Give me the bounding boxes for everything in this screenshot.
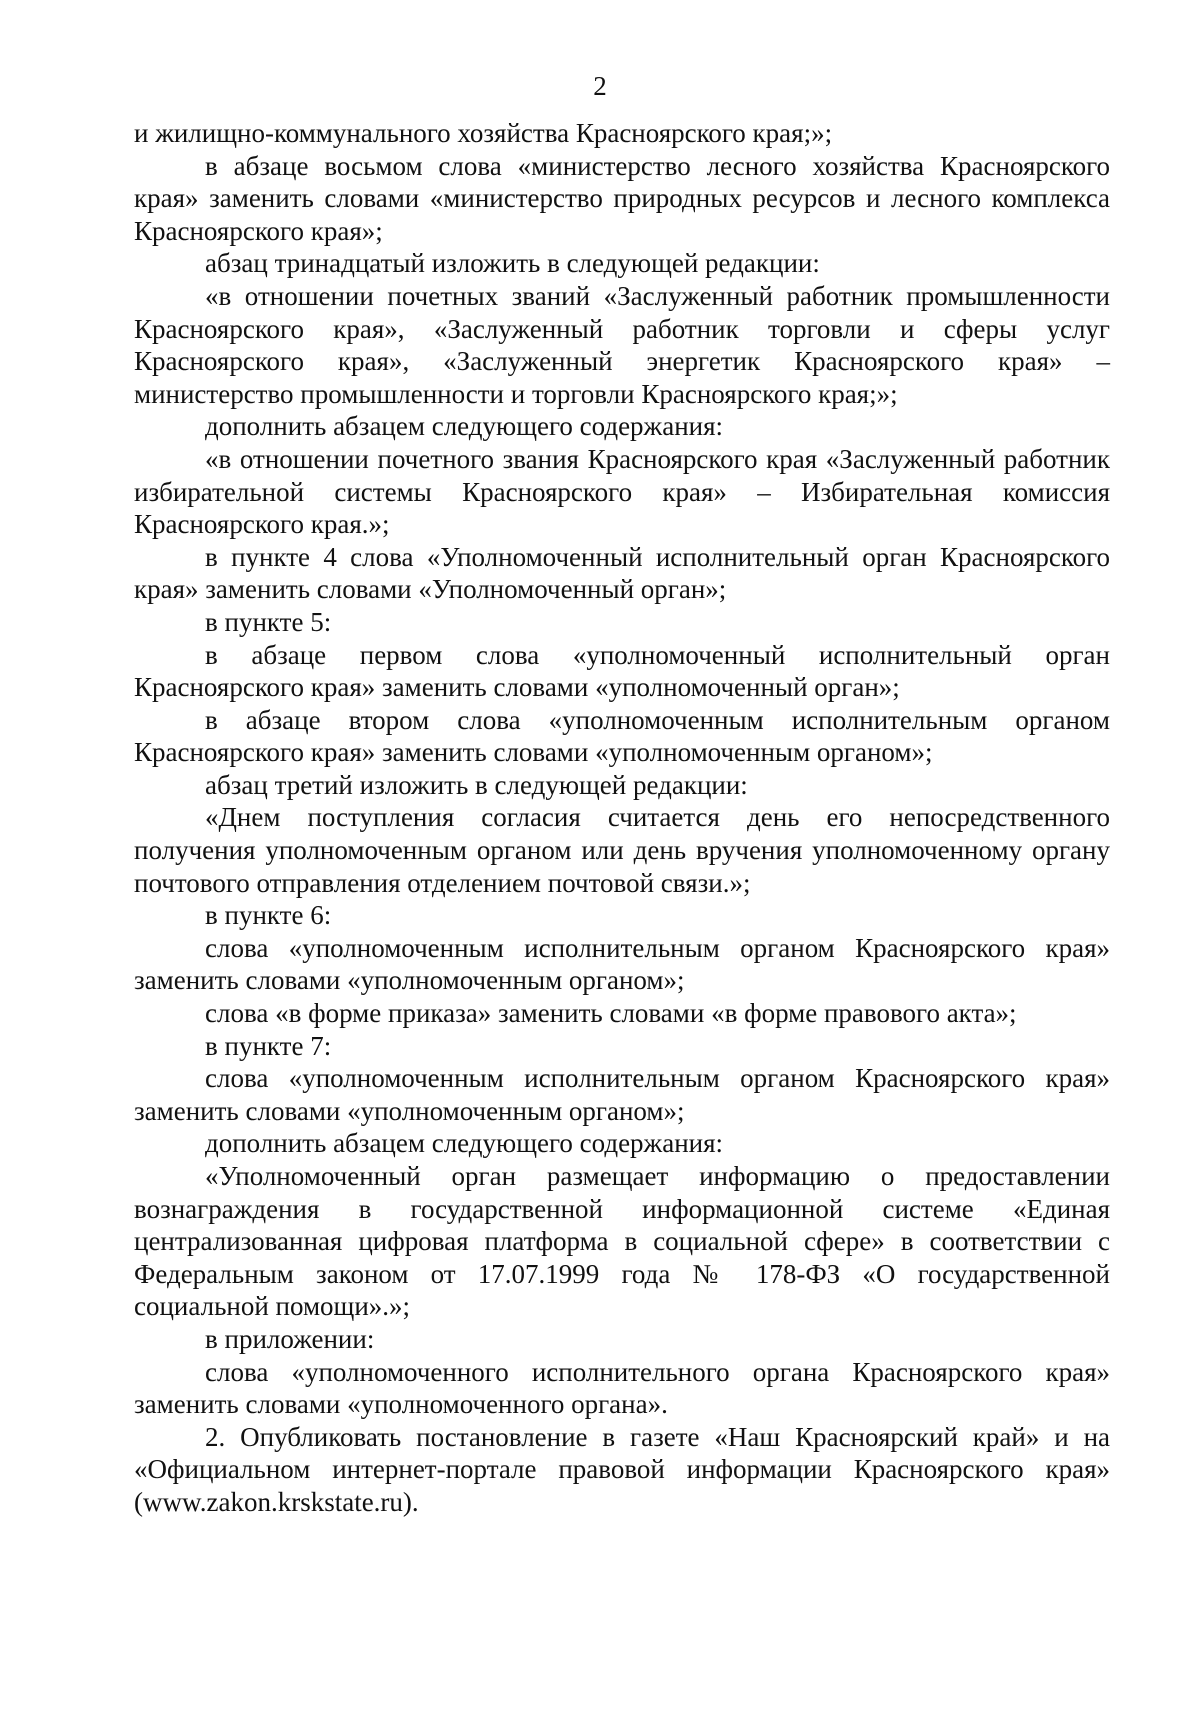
paragraph: в абзаце первом слова «уполномоченный исполнительный орган Красноярского края» заменить словами «уполномоченный орган»; [134,639,1110,703]
page-number: 2 [593,71,607,101]
paragraph: в пункте 6: [205,900,332,931]
paragraph: и жилищно-коммунального хозяйства Красноярского края;»; [134,118,833,148]
paragraph: дополнить абзацем следующего содержания: [205,1128,724,1159]
paragraph: слова «в форме приказа» заменить словами «в форме правового акта»; [205,998,1017,1029]
paragraph: «Днем поступления согласия считается день его непосредственного получения уполномоченным органом или день вручения уполномоченному органу почтового отправления отделением почтовой связи.»; [134,802,1110,898]
paragraph: в приложении: [205,1323,375,1354]
paragraph: в пункте 7: [205,1030,332,1061]
paragraph: слова «уполномоченного исполнительного органа Красноярского края» заменить словами «уполномоченного органа». [134,1356,1110,1420]
paragraph: в абзаце восьмом слова «министерство лесного хозяйства Красноярского края» заменить словами «министерство природных ресурсов и лесного комплекса Красноярского края»; [134,150,1110,246]
paragraph: дополнить абзацем следующего содержания: [205,411,724,442]
paragraph: слова «уполномоченным исполнительным органом Красноярского края» заменить словами «уполномоченным органом»; [134,932,1110,996]
paragraph: «в отношении почетных званий «Заслуженный работник промышленности Красноярского края», «Заслуженный работник торговли и сферы услуг Красноярского края», «Заслуженный энергетик Красноярского края» – министерство промышленности и торговли Красноярского края;»; [134,280,1110,409]
paragraph: абзац третий изложить в следующей редакции: [205,769,748,800]
paragraph: в пункте 4 слова «Уполномоченный исполнительный орган Красноярского края» заменить словами «Уполномоченный орган»; [134,541,1110,605]
paragraph: слова «уполномоченным исполнительным органом Красноярского края» заменить словами «уполномоченным органом»; [134,1063,1110,1126]
paragraph: в пункте 5: [205,606,332,637]
paragraph: в абзаце втором слова «уполномоченным исполнительным органом Красноярского края» заменить словами «уполномоченным органом»; [134,704,1110,768]
paragraph: 2. Опубликовать постановление в газете «Наш Красноярский край» и на «Официальном интернет-портале правовой информации Красноярского края» (www.zakon.krskstate.ru). [134,1421,1110,1517]
document-body [134,117,1110,1519]
paragraph: абзац тринадцатый изложить в следующей редакции: [205,248,820,279]
paragraph: «Уполномоченный орган размещает информацию о предоставлении вознаграждения в государственной информационной системе «Единая централизованная цифровая платформа в социальной сфере» в соответствии с Федеральным законом от 17.07.1999 года № 178-ФЗ «О государственной социальной помощи».»; [134,1161,1110,1322]
paragraph: «в отношении почетного звания Красноярского края «Заслуженный работник избирательной системы Красноярского края» – Избирательная комиссия Красноярского края.»; [134,443,1110,540]
